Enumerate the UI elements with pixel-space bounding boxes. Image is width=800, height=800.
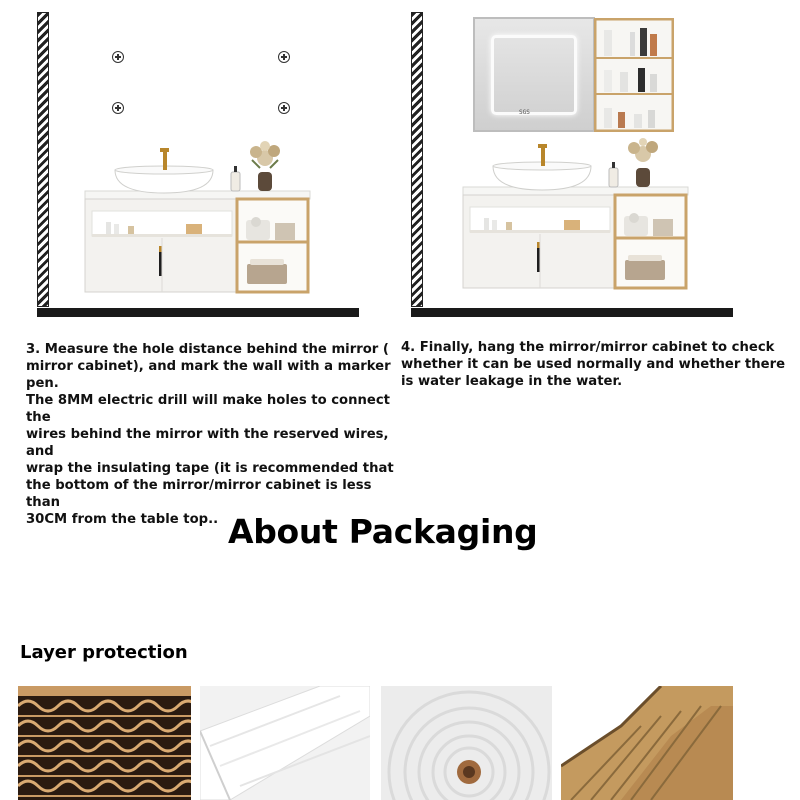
vanity-cabinet [458, 138, 693, 296]
foam-sheet-image [200, 686, 370, 800]
step-3-instructions: 3. Measure the hole distance behind the mirror ( mirror cabinet), and mark the wall with a marker pen. The 8MM electric drill will make holes to connect the wires behind the mirror with the reserved wires, and wrap the insulating tape (it is recommended that the bottom of the mirror/mirror cabinet is less than 30CM from the table top.. [26, 342, 394, 527]
screw-hole-icon [278, 102, 290, 114]
screw-hole-icon [112, 51, 124, 63]
step-3-illustration [0, 0, 380, 320]
packaging-title: About Packaging [228, 512, 538, 551]
screw-hole-icon [112, 102, 124, 114]
foam-roll-image [381, 686, 552, 800]
led-mirror [473, 17, 595, 132]
step-4-illustration [380, 0, 800, 320]
screw-hole-icon [278, 51, 290, 63]
wall-left [411, 12, 423, 307]
step-4-instructions: 4. Finally, hang the mirror/mirror cabinet to check whether it can be used normally and whether there is water leakage in the water. [401, 340, 786, 389]
wall-left [37, 12, 49, 307]
vanity-cabinet [80, 138, 315, 296]
floor-line [411, 308, 733, 317]
layer-protection-title: Layer protection [20, 642, 188, 663]
floor-line [37, 308, 359, 317]
mirror-display-text: SGS [519, 109, 530, 116]
mirror-side-shelf [594, 18, 674, 132]
cardboard-corner-image [561, 686, 733, 800]
led-light-frame [491, 35, 577, 115]
corrugated-cardboard-image [18, 686, 191, 800]
